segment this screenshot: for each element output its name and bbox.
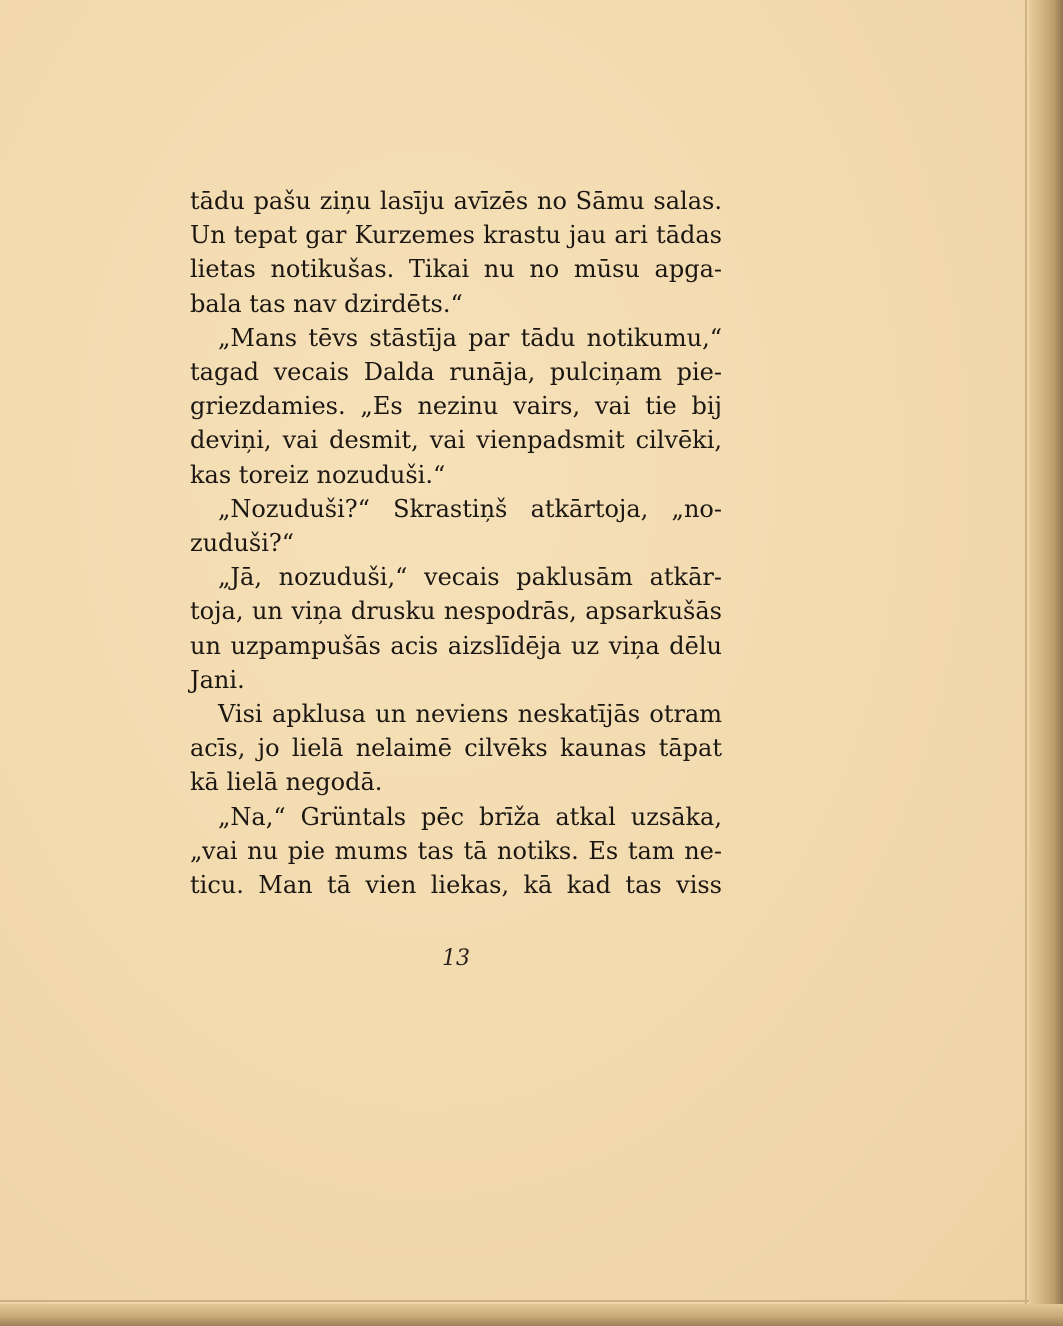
text-line: bala tas nav dzirdēts.“ — [190, 289, 463, 318]
text-line: tādu pašu ziņu lasīju avīzēs no Sāmu salas. — [190, 187, 722, 215]
text-line: kas toreiz nozuduši.“ — [190, 460, 446, 489]
body-text — [190, 184, 722, 902]
text-line: ticu. Man tā vien liekas, kā kad tas viss — [190, 871, 722, 900]
text-line: Un tepat gar Kurzemes krastu jau ari tādas — [190, 221, 722, 250]
text-line: tagad vecais Dalda runāja, pulciņam pie- — [190, 358, 722, 387]
text-line: zuduši?“ — [190, 529, 295, 558]
page-number: 13 — [442, 946, 470, 971]
text-line: „Na,“ Grüntals pēc brīža atkal uzsāka, — [218, 802, 722, 831]
paragraph — [190, 800, 722, 903]
text-line: „vai nu pie mums tas tā notiks. Es tam ne- — [190, 836, 722, 865]
paragraph — [190, 184, 722, 321]
text-line: „Jā, nozuduši,“ vecais paklusām atkār- — [218, 563, 722, 592]
text-line: Jani. — [190, 665, 245, 694]
text-line: un uzpampušās acis aizslīdēja uz viņa dēlu — [190, 631, 722, 660]
text-line: kā lielā negodā. — [190, 768, 383, 797]
text-line: toja, un viņa drusku nespodrās, apsarkušās — [190, 597, 722, 626]
text-line: deviņi, vai desmit, vai vienpadsmit cilvēki, — [190, 426, 722, 455]
paragraph — [190, 560, 722, 697]
page-fold-line — [1025, 0, 1027, 1326]
text-line: lietas notikušas. Tikai nu no mūsu apga- — [190, 255, 722, 284]
paragraph — [190, 697, 722, 800]
text-line: „Nozuduši?“ Skrastiņš atkārtoja, „no- — [218, 494, 722, 523]
page-bottom-edge — [0, 1304, 1063, 1326]
paragraph — [190, 321, 722, 492]
paragraph — [190, 492, 722, 560]
page-bottom-line — [0, 1300, 1029, 1302]
text-line: „Mans tēvs stāstīja par tādu notikumu,“ — [218, 323, 722, 352]
page-right-edge — [1029, 0, 1063, 1326]
text-line: Visi apklusa un neviens neskatījās otram — [218, 700, 722, 729]
text-line: acīs, jo lielā nelaimē cilvēks kaunas tāpat — [190, 734, 722, 763]
text-line: griezdamies. „Es nezinu vairs, vai tie bij — [190, 392, 722, 421]
